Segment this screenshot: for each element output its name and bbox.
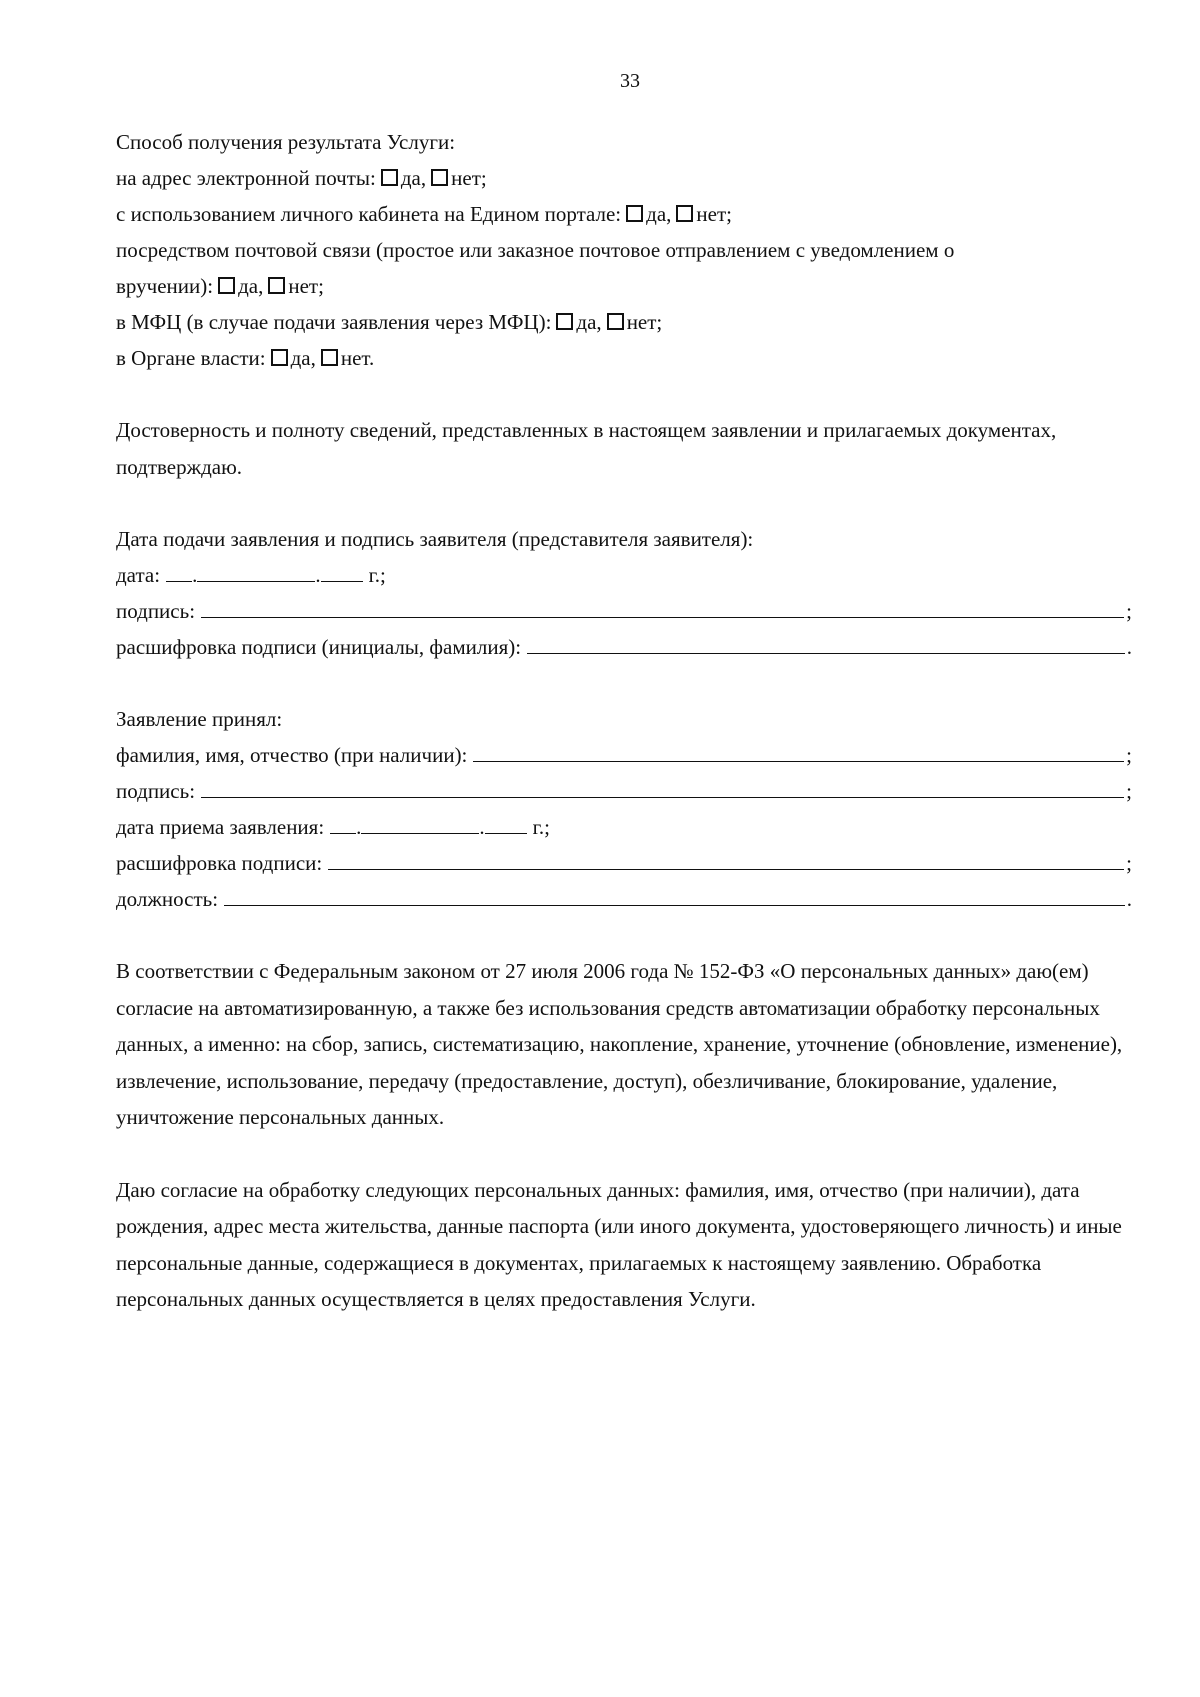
no-label: нет; (451, 166, 487, 190)
date-separator: . (192, 563, 198, 587)
no-label: нет; (288, 274, 324, 298)
applicant-decode-field[interactable] (527, 631, 1125, 654)
accepted-date-row (116, 809, 1132, 845)
consent-paragraph-1: В соответствии с Федеральным законом от 27 июля 2006 года № 152-ФЗ «О персональных данных» даю(ем) согласие на автоматизированную, а также без использования средств автоматизации обработку персональных данных, а именно: на сбор, запись, систематизацию, накопление, хранение, уточнение (обновление, изменение), извлечение, использование, передачу (предоставление, доступ), обезличивание, блокирование, удаление, уничтожение персональных данных. (116, 959, 1123, 1129)
page-number: 33 (620, 70, 640, 92)
post-yes-checkbox[interactable] (218, 277, 235, 294)
applicant-date-row (116, 557, 1132, 593)
receipt-post-row (116, 268, 1132, 304)
applicant-date-label: дата: (116, 563, 161, 587)
accepted-decode-row (116, 845, 1132, 881)
day-field[interactable] (166, 559, 192, 582)
authority-yes-checkbox[interactable] (271, 349, 288, 366)
consent-paragraph-2: Даю согласие на обработку следующих персональных данных: фамилия, имя, отчество (при наличии), дата рождения, адрес места жительства, данные паспорта (или иного документа, удостоверяющего личность) и иные персональные данные, содержащиеся в документах, прилагаемых к настоящему заявлению. Обработка персональных данных осуществляется в целях предоставления Услуги. (116, 1177, 1122, 1311)
accepted-fio-field[interactable] (473, 739, 1124, 762)
applicant-heading: Дата подачи заявления и подпись заявителя (представителя заявителя): (116, 527, 754, 551)
receipt-authority-row (116, 340, 1132, 376)
receipt-post-label: вручении): (116, 274, 214, 298)
yes-label: да, (646, 202, 672, 226)
mfc-no-checkbox[interactable] (607, 313, 624, 330)
receipt-mfc-row (116, 304, 1132, 340)
email-yes-checkbox[interactable] (381, 169, 398, 186)
accepted-signature-label: подпись: (116, 779, 196, 803)
line-end: ; (1126, 851, 1132, 875)
confirmation-text: Достоверность и полноту сведений, представленных в настоящем заявлении и прилагаемых документах, подтверждаю. (116, 418, 1057, 479)
year-suffix: г.; (532, 815, 551, 839)
date-separator: . (315, 563, 321, 587)
accepted-position-field[interactable] (224, 883, 1125, 906)
accepted-heading: Заявление принял: (116, 707, 283, 731)
line-end: ; (1126, 743, 1132, 767)
form-body (116, 124, 1132, 1318)
receipt-portal-label: с использованием личного кабинета на Едином портале: (116, 202, 622, 226)
year-field[interactable] (485, 811, 527, 834)
line-end: ; (1126, 779, 1132, 803)
line-end: . (1126, 635, 1132, 659)
mfc-yes-checkbox[interactable] (556, 313, 573, 330)
authority-no-checkbox[interactable] (321, 349, 338, 366)
accepted-signature-row (116, 773, 1132, 809)
post-no-checkbox[interactable] (268, 277, 285, 294)
accepted-position-row (116, 881, 1132, 917)
email-no-checkbox[interactable] (431, 169, 448, 186)
receipt-post-line1: посредством почтовой связи (простое или заказное почтовое отправлением с уведомлением о (116, 238, 955, 262)
no-label: нет. (340, 346, 375, 370)
accepted-position-label: должность: (116, 887, 219, 911)
accepted-decode-label: расшифровка подписи: (116, 851, 323, 875)
year-suffix: г.; (368, 563, 386, 587)
accepted-signature-field[interactable] (201, 775, 1124, 798)
portal-yes-checkbox[interactable] (626, 205, 643, 222)
portal-no-checkbox[interactable] (676, 205, 693, 222)
yes-label: да, (290, 346, 316, 370)
receipt-email-label: на адрес электронной почты: (116, 166, 376, 190)
receipt-email-row (116, 160, 1132, 196)
receipt-mfc-label: в МФЦ (в случае подачи заявления через МФЦ): (116, 310, 552, 334)
line-end: . (1126, 887, 1132, 911)
applicant-decode-label: расшифровка подписи (инициалы, фамилия): (116, 635, 522, 659)
applicant-signature-field[interactable] (201, 595, 1124, 618)
no-label: нет; (626, 310, 663, 334)
no-label: нет; (696, 202, 732, 226)
yes-label: да, (576, 310, 602, 334)
month-field[interactable] (197, 559, 315, 582)
receipt-portal-row (116, 196, 1132, 232)
line-end: ; (1126, 599, 1132, 623)
applicant-signature-label: подпись: (116, 599, 196, 623)
yes-label: да, (400, 166, 427, 190)
applicant-decode-row (116, 629, 1132, 665)
yes-label: да, (238, 274, 264, 298)
accepted-fio-label: фамилия, имя, отчество (при наличии): (116, 743, 468, 767)
accepted-decode-field[interactable] (328, 847, 1124, 870)
month-field[interactable] (361, 811, 479, 834)
receipt-heading: Способ получения результата Услуги: (116, 130, 456, 154)
applicant-signature-row (116, 593, 1132, 629)
date-separator: . (356, 815, 362, 839)
accepted-date-label: дата приема заявления: (116, 815, 325, 839)
year-field[interactable] (321, 559, 363, 582)
receipt-authority-label: в Органе власти: (116, 346, 266, 370)
date-separator: . (479, 815, 485, 839)
day-field[interactable] (330, 811, 356, 834)
accepted-fio-row (116, 737, 1132, 773)
